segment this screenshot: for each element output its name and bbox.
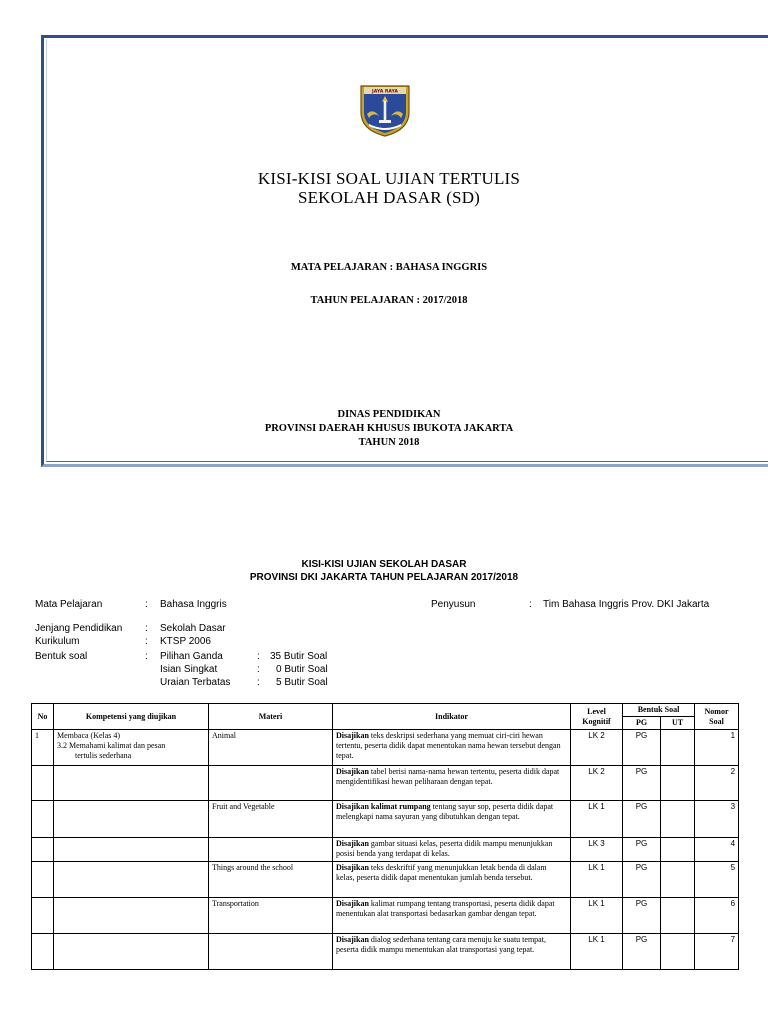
- indikator-text: gambar situasi kelas, peserta didik mampu menunjukkan posisi benda yang terdapat di kelas.: [336, 839, 553, 858]
- mapel-value: Bahasa Inggris: [160, 599, 227, 610]
- section-title-line1: KISI-KISI UJIAN SEKOLAH DASAR: [301, 559, 467, 570]
- cell-level: LK 1: [571, 898, 623, 934]
- cell-pg: PG: [623, 838, 661, 862]
- header-level-line1: Level: [587, 706, 606, 716]
- cell-kompetensi: [54, 862, 209, 898]
- cell-materi: [209, 934, 333, 970]
- kompetensi-line2: 3.2 Memahami kalimat dan pesan: [57, 741, 166, 750]
- cell-kompetensi: [54, 934, 209, 970]
- table-row: [32, 766, 739, 801]
- cell-pg: PG: [623, 730, 661, 766]
- cell-kompetensi: [54, 801, 209, 838]
- kurikulum-value: KTSP 2006: [160, 636, 211, 647]
- header-no: No: [32, 704, 54, 730]
- penyusun-label: Penyusun: [431, 599, 476, 610]
- bentuk-label: Bentuk soal: [35, 651, 88, 662]
- indikator-keyword: Disajikan kalimat rumpang: [336, 802, 431, 811]
- indikator-text: dialog sederhana tentang cara menuju ke suatu tempat, peserta didik mampu menentukan alat transportasi yang tepat.: [336, 935, 546, 954]
- cover-title-line1: KISI-KISI SOAL UJIAN TERTULIS: [257, 169, 521, 188]
- header-kompetensi: Kompetensi yang diujikan: [54, 704, 209, 730]
- uraian-colon: :: [257, 677, 260, 688]
- cell-indikator: [333, 862, 571, 898]
- cell-no: [32, 862, 54, 898]
- cell-level: LK 2: [571, 730, 623, 766]
- indikator-keyword: Disajikan: [336, 839, 369, 848]
- svg-text:JAYA RAYA: JAYA RAYA: [372, 89, 398, 95]
- cell-no: [32, 766, 54, 801]
- cell-ut: [661, 898, 695, 934]
- cell-materi: Animal: [209, 730, 333, 766]
- cell-ut: [661, 838, 695, 862]
- isian-value: 0 Butir Soal: [276, 664, 328, 675]
- kurikulum-colon: :: [145, 636, 148, 647]
- indikator-text: tentang sayur sop, peserta didik dapat melengkapi nama sayuran yang dibutuhkan dengan tepat.: [336, 802, 554, 821]
- cell-level: LK 1: [571, 801, 623, 838]
- pg-value: 35 Butir Soal: [270, 651, 328, 662]
- cell-pg: PG: [623, 898, 661, 934]
- penyusun-colon: :: [529, 599, 532, 610]
- mapel-colon: :: [145, 599, 148, 610]
- indikator-text: teks deskriftif yang menunjukkan letak benda di dalam kelas, peserta didik dapat menentukan jumlah benda tersebut.: [336, 863, 547, 882]
- cell-ut: [661, 766, 695, 801]
- cell-indikator: [333, 838, 571, 862]
- jakarta-emblem-logo: [357, 82, 413, 138]
- cell-no: [32, 801, 54, 838]
- cell-nomor: 5: [695, 862, 739, 898]
- uraian-value: 5 Butir Soal: [276, 677, 328, 688]
- kurikulum-label: Kurikulum: [35, 636, 80, 647]
- pg-label: Pilihan Ganda: [160, 651, 223, 662]
- isian-label: Isian Singkat: [160, 664, 218, 675]
- cell-indikator: [333, 934, 571, 970]
- table-row: [32, 838, 739, 862]
- uraian-label: Uraian Terbatas: [160, 677, 231, 688]
- cell-nomor: 3: [695, 801, 739, 838]
- cell-kompetensi: [54, 838, 209, 862]
- cell-nomor: 4: [695, 838, 739, 862]
- header-pg: PG: [623, 717, 661, 730]
- header-bentuk-soal: Bentuk Soal: [623, 704, 695, 717]
- indikator-keyword: Disajikan: [336, 767, 369, 776]
- table-row: [32, 801, 739, 838]
- kompetensi-line1: Membaca (Kelas 4): [57, 731, 121, 740]
- header-nomor: [695, 704, 739, 730]
- cell-level: LK 1: [571, 862, 623, 898]
- cell-level: LK 1: [571, 934, 623, 970]
- cell-no: [32, 838, 54, 862]
- cell-no: [32, 898, 54, 934]
- cell-level: LK 2: [571, 766, 623, 801]
- cell-ut: [661, 730, 695, 766]
- cell-indikator: [333, 898, 571, 934]
- jenjang-label: Jenjang Pendidikan: [35, 623, 123, 634]
- cover-province: PROVINSI DAERAH KHUSUS IBUKOTA JAKARTA: [264, 423, 514, 434]
- cell-level: LK 3: [571, 838, 623, 862]
- kisi-kisi-table: [31, 703, 739, 970]
- cell-no: 1: [32, 730, 54, 766]
- header-ut: UT: [661, 717, 695, 730]
- header-nomor-line2: Soal: [709, 716, 724, 726]
- cell-indikator: [333, 801, 571, 838]
- cell-nomor: 2: [695, 766, 739, 801]
- pg-colon: :: [257, 651, 260, 662]
- cover-title-line2: SEKOLAH DASAR (SD): [297, 188, 481, 207]
- cell-ut: [661, 934, 695, 970]
- cell-materi: [209, 766, 333, 801]
- penyusun-value: Tim Bahasa Inggris Prov. DKI Jakarta: [543, 599, 710, 610]
- indikator-text: teks deskripsi sederhana yang memuat ciri-ciri hewan tertentu, peserta didik dapat menentukan nama hewan tersebut dengan tepat.: [336, 731, 561, 760]
- header-nomor-line1: Nomor: [704, 706, 729, 716]
- cell-pg: PG: [623, 862, 661, 898]
- cover-subject: MATA PELAJARAN : BAHASA INGGRIS: [290, 262, 488, 273]
- jenjang-value: Sekolah Dasar: [160, 623, 226, 634]
- indikator-text: tabel berisi nama-nama hewan tertentu, peserta didik dapat mengidentifikasi hewan peliharaan dengan tepat.: [336, 767, 560, 786]
- cell-nomor: 1: [695, 730, 739, 766]
- cell-materi: Fruit and Vegetable: [209, 801, 333, 838]
- section-title-line2: PROVINSI DKI JAKARTA TAHUN PELAJARAN 2017/2018: [249, 572, 519, 583]
- table-row: [32, 934, 739, 970]
- cell-kompetensi: [54, 898, 209, 934]
- cell-kompetensi: [54, 730, 209, 766]
- isian-colon: :: [257, 664, 260, 675]
- table-body: [32, 730, 739, 970]
- cover-page: [41, 35, 768, 467]
- cell-ut: [661, 862, 695, 898]
- indikator-text: kalimat rumpang tentang transportasi, peserta didik dapat menentukan alat transportasi bedasarkan gambar dengan tepat.: [336, 899, 555, 918]
- bentuk-colon: :: [145, 651, 148, 662]
- cell-materi: [209, 838, 333, 862]
- cell-materi: Things around the school: [209, 862, 333, 898]
- cell-nomor: 6: [695, 898, 739, 934]
- cell-ut: [661, 801, 695, 838]
- cell-pg: PG: [623, 766, 661, 801]
- header-level: [571, 704, 623, 730]
- cover-school-year: TAHUN PELAJARAN : 2017/2018: [310, 295, 468, 306]
- cell-kompetensi: [54, 766, 209, 801]
- cell-no: [32, 934, 54, 970]
- indikator-keyword: Disajikan: [336, 935, 369, 944]
- cover-department: DINAS PENDIDIKAN: [337, 409, 441, 420]
- indikator-keyword: Disajikan: [336, 899, 369, 908]
- jenjang-colon: :: [145, 623, 148, 634]
- indikator-keyword: Disajikan: [336, 863, 369, 872]
- cell-pg: PG: [623, 801, 661, 838]
- mapel-label: Mata Pelajaran: [35, 599, 103, 610]
- cell-nomor: 7: [695, 934, 739, 970]
- indikator-keyword: Disajikan: [336, 731, 369, 740]
- cell-indikator: [333, 766, 571, 801]
- table-row: [32, 862, 739, 898]
- table-row: [32, 730, 739, 766]
- header-indikator: Indikator: [333, 704, 571, 730]
- header-materi: Materi: [209, 704, 333, 730]
- cover-year: TAHUN 2018: [358, 437, 420, 448]
- cell-indikator: [333, 730, 571, 766]
- table-row: [32, 898, 739, 934]
- kompetensi-line3: tertulis sederhana: [75, 751, 132, 760]
- cell-materi: Transportation: [209, 898, 333, 934]
- cell-pg: PG: [623, 934, 661, 970]
- header-level-line2: Kognitif: [582, 716, 611, 726]
